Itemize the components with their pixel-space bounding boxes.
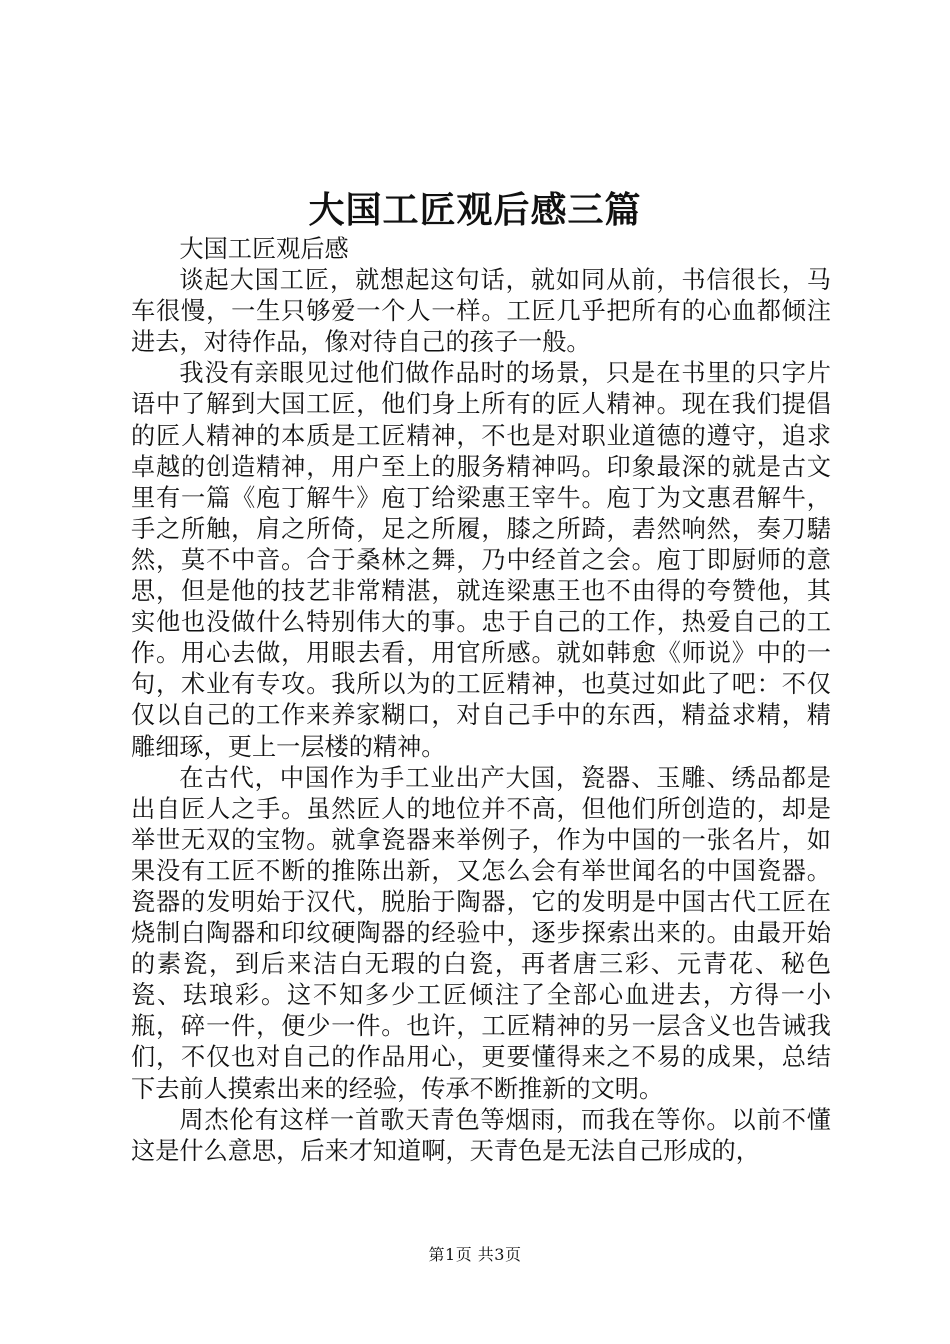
body-paragraph: 周杰伦有这样一首歌天青色等烟雨，而我在等你。以前不懂这是什么意思，后来才知道啊，天青色是无法自己形成的， [131, 1105, 831, 1165]
body-paragraph: 我没有亲眼见过他们做作品时的场景，只是在书里的只字片语中了解到大国工匠，他们身上所有的匠人精神。现在我们提倡的匠人精神的本质是工匠精神，不也是对职业道德的遵守，追求卓越的创造精神，用户至上的服务精神吗。印象最深的就是古文里有一篇《庖丁解牛》庖丁给梁惠王宰牛。庖丁为文惠君解牛，手之所触，肩之所倚，足之所履，膝之所踦，砉然响然，奏刀騞然，莫不中音。合于桑林之舞，乃中经首之会。庖丁即厨师的意思，但是他的技艺非常精湛，就连梁惠王也不由得的夸赞他，其实他也没做什么特别伟大的事。忠于自己的工作，热爱自己的工作。用心去做，用眼去看，用官所感。就如韩愈《师说》中的一句，术业有专攻。我所以为的工匠精神，也莫过如此了吧：不仅仅以自己的工作来养家糊口，对自己手中的东西，精益求精，精雕细琢，更上一层楼的精神。 [131, 359, 831, 761]
page-number-footer: 第1页 共3页 [428, 1245, 522, 1264]
body-paragraph: 在古代，中国作为手工业出产大国，瓷器、玉雕、绣品都是出自匠人之手。虽然匠人的地位并不高，但他们所创造的，却是举世无双的宝物。就拿瓷器来举例子，作为中国的一张名片，如果没有工匠不断的推陈出新，又怎么会有举世闻名的中国瓷器。瓷器的发明始于汉代，脱胎于陶器，它的发明是中国古代工匠在烧制白陶器和印纹硬陶器的经验中，逐步探索出来的。由最开始的素瓷，到后来洁白无瑕的白瓷，再者唐三彩、元青花、秘色瓷、珐琅彩。这不知多少工匠倾注了全部心血进去，方得一小瓶，碎一件，便少一件。也许，工匠精神的另一层含义也告诫我们，不仅也对自己的作品用心，更要懂得来之不易的成果，总结下去前人摸索出来的经验，传承不断推新的文明。 [131, 763, 831, 1103]
document-title: 大国工匠观后感三篇 [308, 189, 642, 231]
document-body [131, 234, 831, 1167]
body-paragraph: 谈起大国工匠，就想起这句话，就如同从前，书信很长，马车很慢，一生只够爱一个人一样。工匠几乎把所有的心血都倾注进去，对待作品，像对待自己的孩子一般。 [131, 266, 831, 357]
subtitle-paragraph: 大国工匠观后感 [179, 235, 349, 263]
